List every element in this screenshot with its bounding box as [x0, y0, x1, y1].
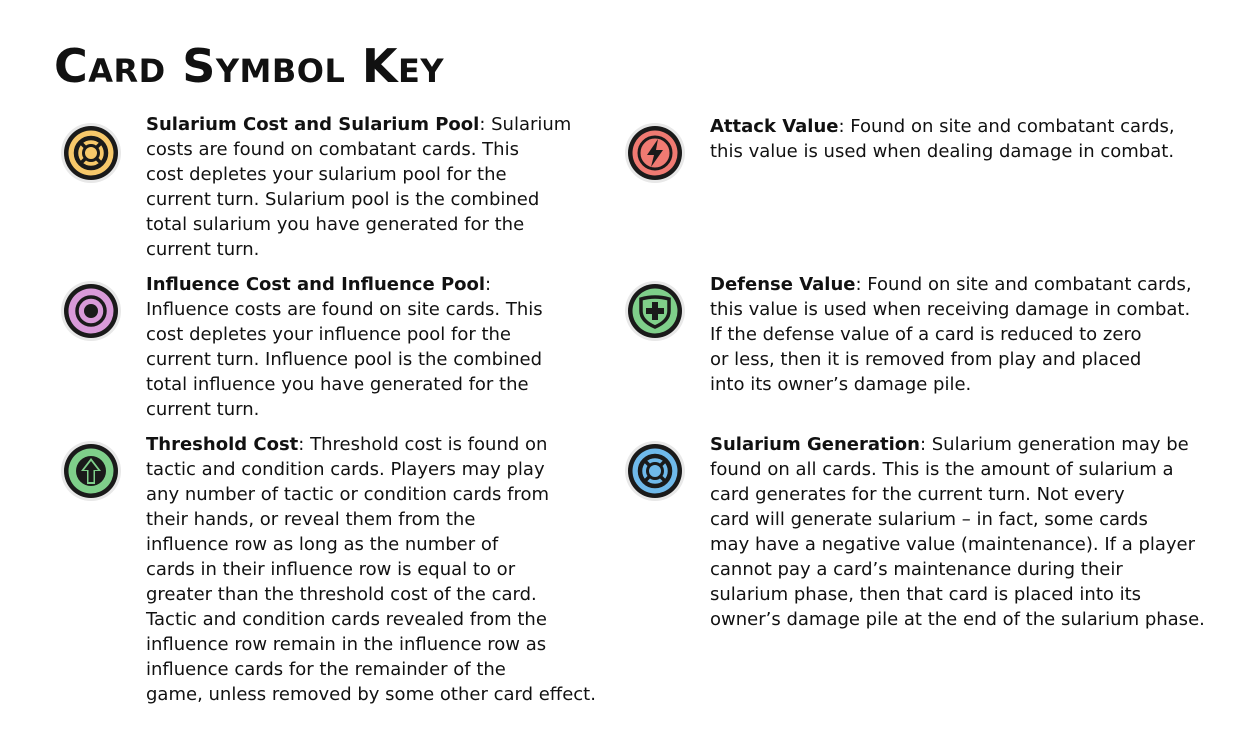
sularium-cost-description [146, 112, 586, 262]
defense-value-label: Defense Value [710, 274, 856, 295]
threshold-cost-label: Threshold Cost [146, 434, 299, 455]
threshold-cost-description [146, 432, 626, 707]
sularium-generation-label: Sularium Generation [710, 434, 920, 455]
sularium-generation-text: : Sularium generation may be found on all cards. This is the amount of sularium a card generates for the current turn. Not every card will generate sularium – in fact, some cards may have a negative value (maintenance). If a player cannot pay a card’s maintenance during their sularium phase, then that card is placed into its owner’s damage pile at the end of the sularium phase. [710, 434, 1205, 630]
defense-value-description [710, 272, 1220, 397]
sularium-cost-icon [60, 122, 122, 184]
defense-value-text: : Found on site and combatant cards, this value is used when receiving damage in combat. If the defense value of a card is reduced to zero or less, then it is removed from play and placed into its owner’s damage pile. [710, 274, 1192, 395]
attack-value-text: : Found on site and combatant cards, this value is used when dealing damage in combat. [710, 116, 1175, 162]
influence-cost-icon [60, 280, 122, 342]
attack-value-label: Attack Value [710, 116, 839, 137]
sularium-cost-text: : Sularium costs are found on combatant cards. This cost depletes your sularium pool for the current turn. Sularium pool is the combined total sularium you have generated for the current turn. [146, 114, 572, 260]
sularium-generation-icon [624, 440, 686, 502]
influence-cost-text: : Influence costs are found on site cards. This cost depletes your influence pool for the current turn. Influence pool is the combined total influence you have generated for the current turn. [146, 274, 543, 420]
sularium-generation-description [710, 432, 1230, 632]
sularium-cost-label: Sularium Cost and Sularium Pool [146, 114, 480, 135]
influence-cost-label: Influence Cost and Influence Pool [146, 274, 486, 295]
threshold-cost-text: : Threshold cost is found on tactic and condition cards. Players may play any number of tactic or condition cards from their hands, or reveal them from the influence row as long as the number of cards in their influence row is equal to or greater than the threshold cost of the card. Tactic and condition cards revealed from the influence row remain in the influence row as influence cards for the remainder of the game, unless removed by some other card effect. [146, 434, 596, 705]
defense-value-icon [624, 280, 686, 342]
page-title: Card Symbol Key [54, 39, 445, 93]
attack-value-icon [624, 122, 686, 184]
attack-value-description [710, 114, 1220, 164]
threshold-cost-icon [60, 440, 122, 502]
influence-cost-description [146, 272, 586, 422]
